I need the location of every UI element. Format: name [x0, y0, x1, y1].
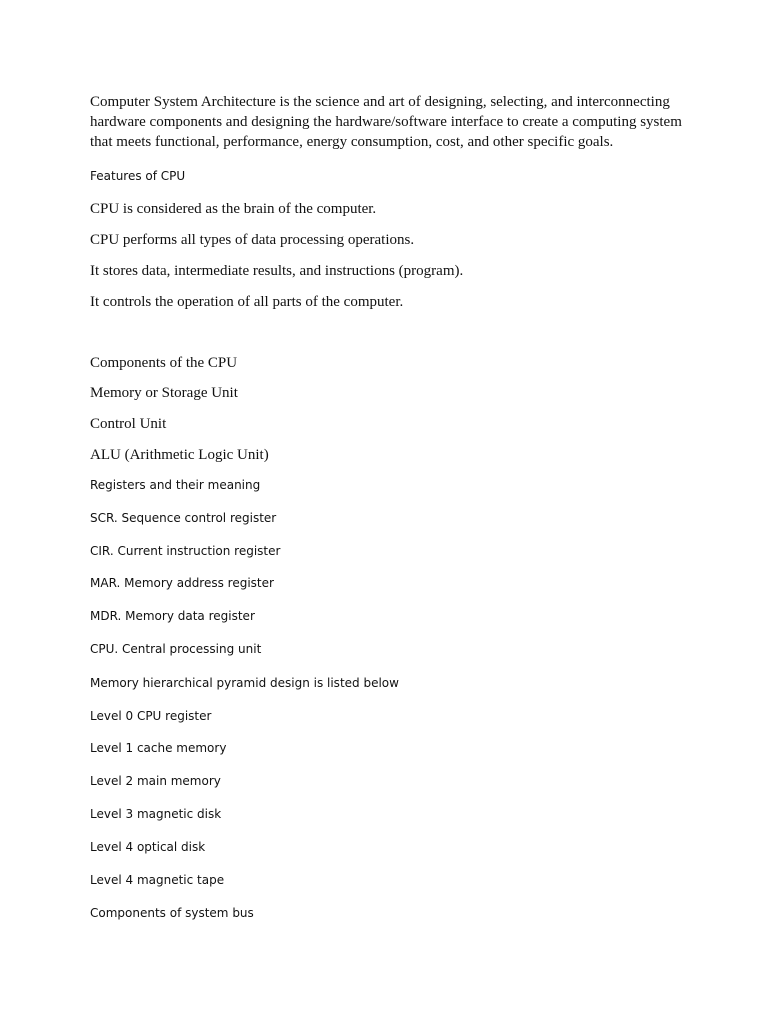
component-item: Memory or Storage Unit	[90, 385, 238, 401]
hierarchy-item: Level 4 optical disk	[90, 840, 206, 854]
hierarchy-item: Level 0 CPU register	[90, 709, 212, 723]
hierarchy-item: Level 3 magnetic disk	[90, 807, 222, 821]
features-heading: Features of CPU	[90, 169, 186, 183]
registers-heading: Registers and their meaning	[90, 478, 261, 492]
bus-heading: Components of system bus	[90, 906, 254, 920]
feature-item: CPU is considered as the brain of the computer.	[90, 201, 377, 217]
register-item: CIR. Current instruction register	[90, 544, 281, 558]
feature-item: CPU performs all types of data processing operations.	[90, 232, 415, 248]
register-item: SCR. Sequence control register	[90, 511, 277, 525]
intro-paragraph: Computer System Architecture is the science and art of designing, selecting, and interconnecting hardware components and designing the hardware/software interface to create a computing system that meets functional, performance, energy consumption, cost, and other specific goals.	[90, 94, 682, 150]
component-item: Control Unit	[90, 416, 167, 432]
hierarchy-item: Level 2 main memory	[90, 774, 221, 788]
feature-item: It stores data, intermediate results, and instructions (program).	[90, 263, 464, 279]
components-heading: Components of the CPU	[90, 355, 238, 371]
register-item: MAR. Memory address register	[90, 576, 274, 590]
hierarchy-item: Level 1 cache memory	[90, 741, 227, 755]
feature-item: It controls the operation of all parts of the computer.	[90, 294, 404, 310]
component-item: ALU (Arithmetic Logic Unit)	[90, 447, 269, 463]
register-item: CPU. Central processing unit	[90, 642, 262, 656]
register-item: MDR. Memory data register	[90, 609, 255, 623]
hierarchy-heading: Memory hierarchical pyramid design is listed below	[90, 676, 399, 690]
hierarchy-item: Level 4 magnetic tape	[90, 873, 225, 887]
